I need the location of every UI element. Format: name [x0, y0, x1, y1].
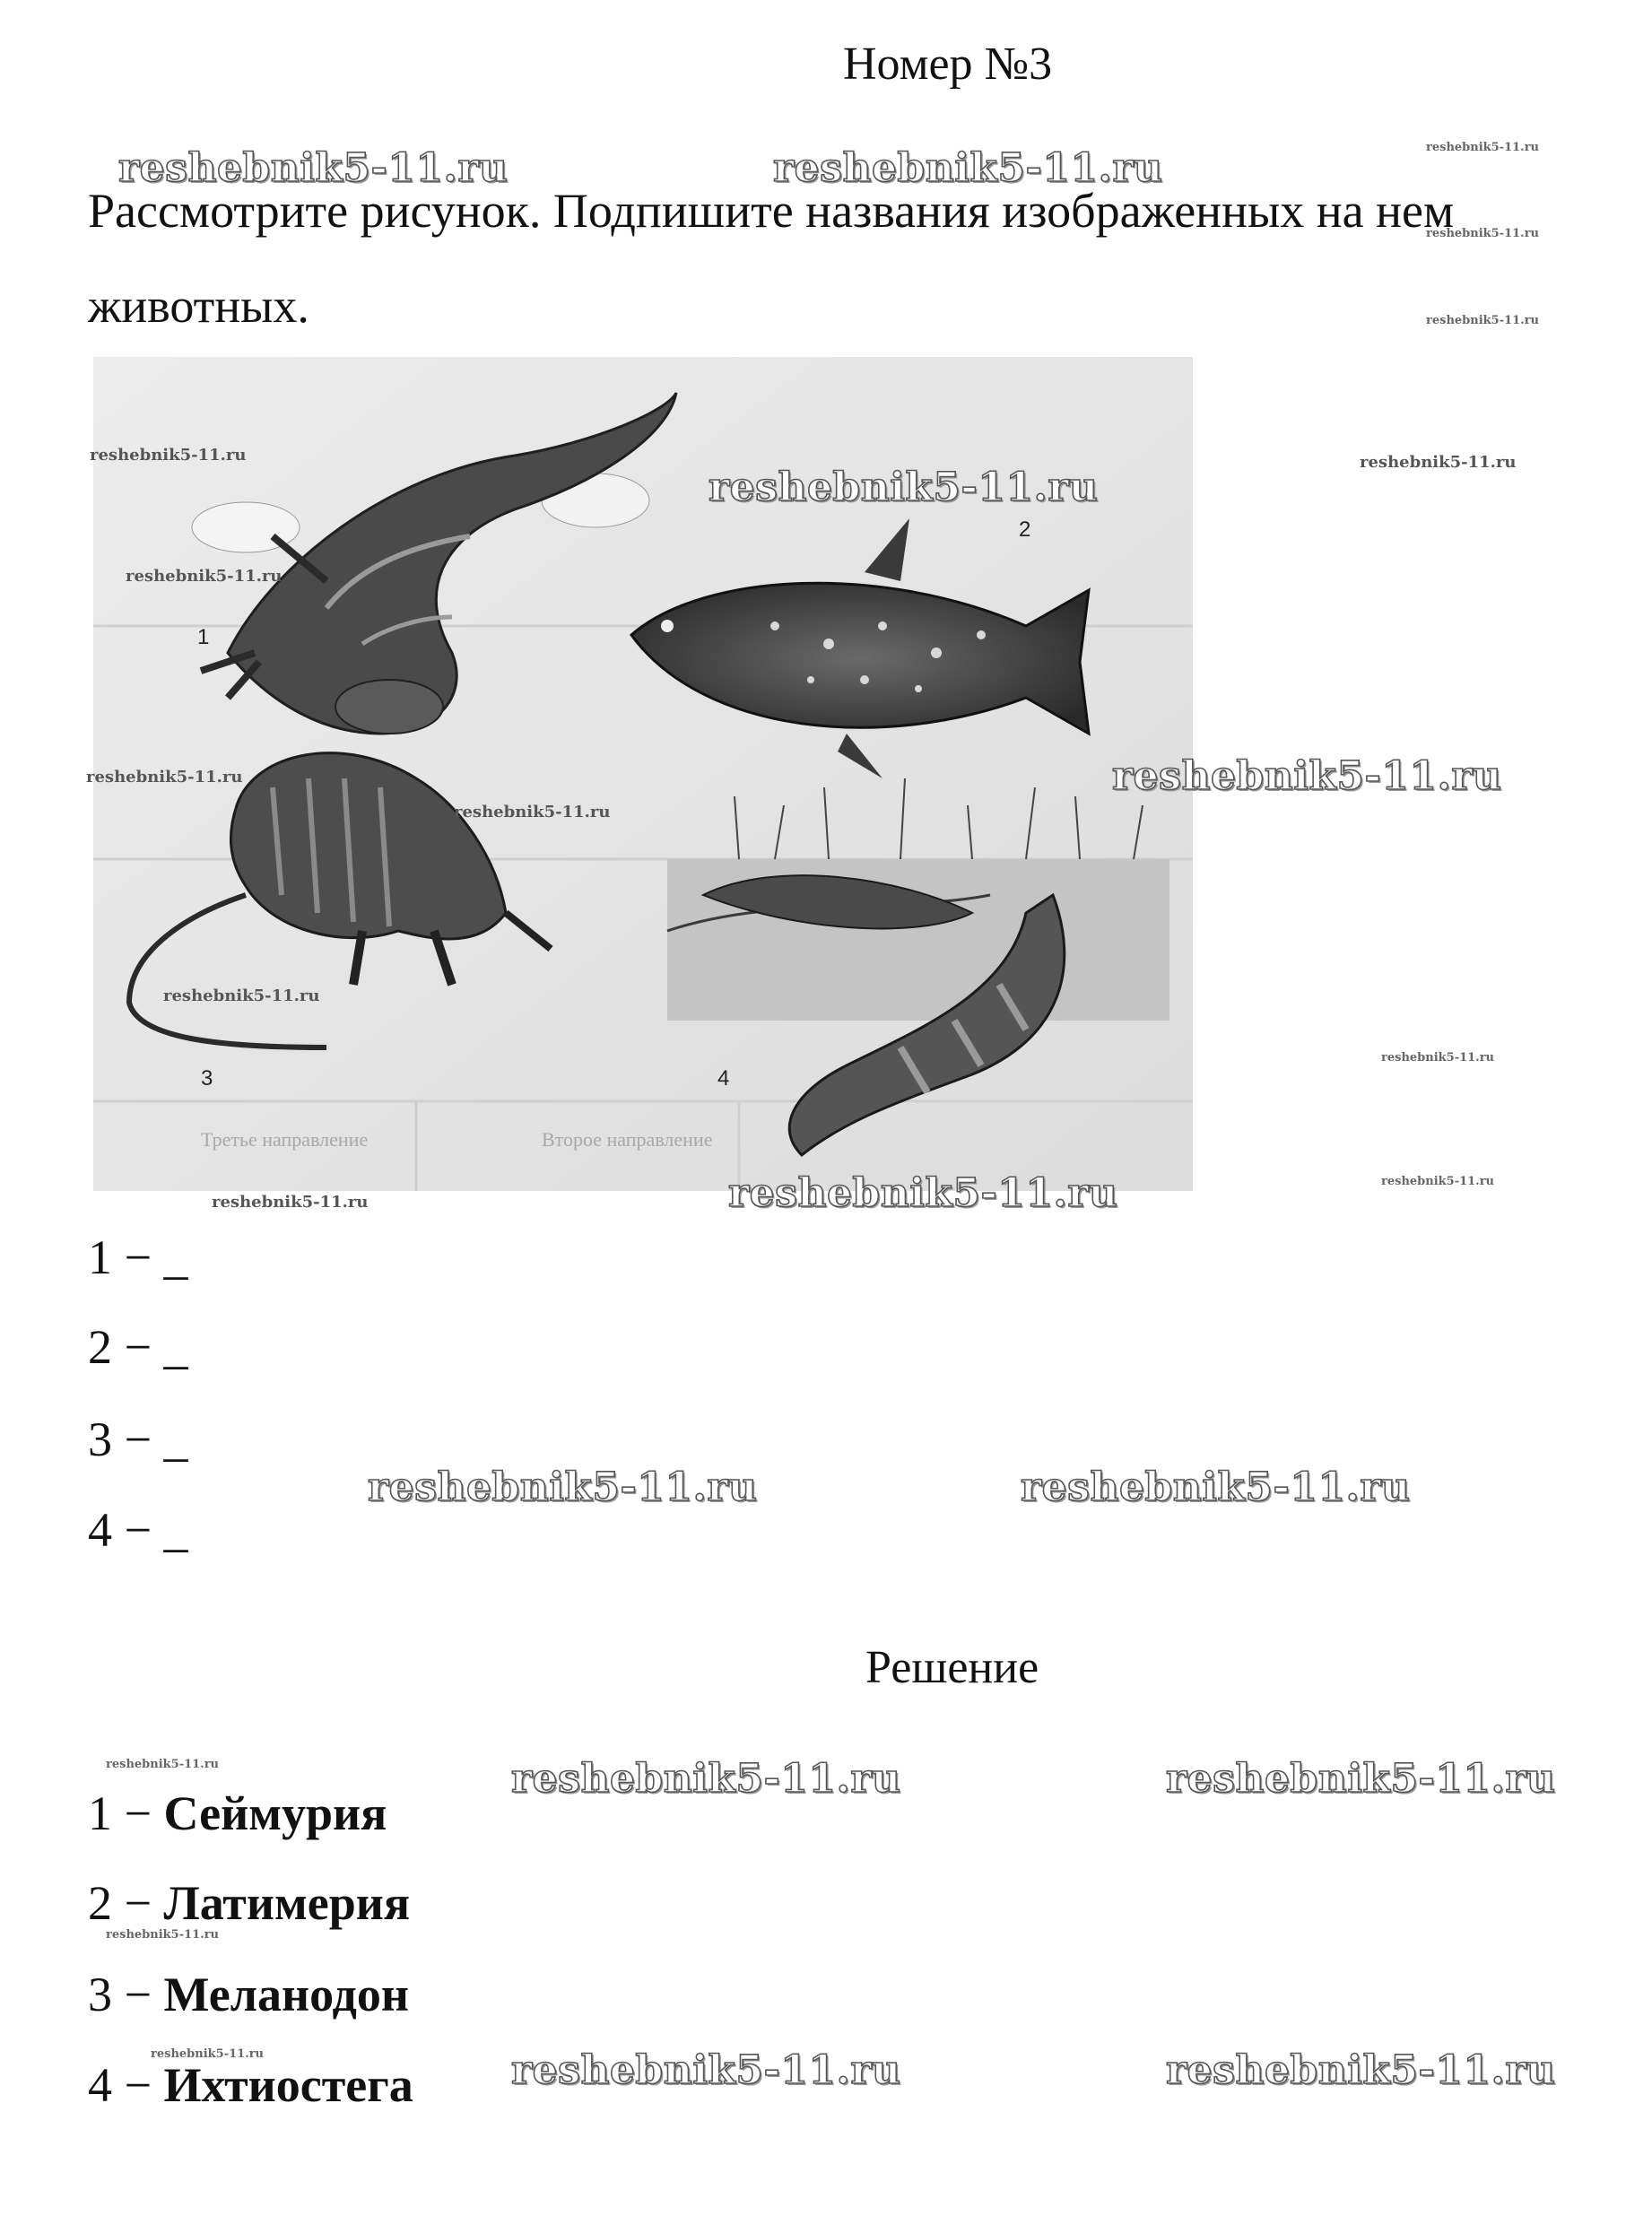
answer-name-3: Меланодон — [163, 1968, 409, 2021]
watermark: reshebnik5-11.ru — [773, 145, 1163, 191]
answer-num-3: 3 − — [88, 1968, 164, 2021]
blank-num-3: 3 − — [88, 1412, 164, 1466]
watermark: reshebnik5-11.ru — [118, 145, 509, 191]
answer-name-1: Сеймурия — [163, 1786, 387, 1840]
watermark: reshebnik5-11.ru — [1360, 453, 1517, 472]
page-title: Номер №3 — [843, 39, 1053, 90]
watermark: reshebnik5-11.ru — [1381, 1051, 1495, 1065]
watermark: reshebnik5-11.ru — [1166, 2047, 1556, 2093]
blank-num-2: 2 − — [88, 1320, 164, 1374]
watermark: reshebnik5-11.ru — [212, 1193, 369, 1212]
watermark: reshebnik5-11.ru — [1021, 1464, 1411, 1510]
blank-num-4: 4 − — [88, 1503, 164, 1557]
watermark: reshebnik5-11.ru — [454, 803, 611, 821]
blank-line-2 — [88, 1318, 187, 1376]
watermark: reshebnik5-11.ru — [1426, 314, 1540, 327]
answer-line-4 — [88, 2056, 413, 2114]
watermark: reshebnik5-11.ru — [151, 2047, 265, 2061]
answer-name-2: Латимерия — [163, 1876, 411, 1930]
blank-line-3 — [88, 1411, 187, 1468]
watermark: reshebnik5-11.ru — [106, 1928, 220, 1942]
watermark: reshebnik5-11.ru — [126, 567, 283, 586]
watermark: reshebnik5-11.ru — [728, 1170, 1118, 1216]
watermark: reshebnik5-11.ru — [86, 768, 243, 786]
answer-num-4: 4 − — [88, 2058, 164, 2112]
answer-num-2: 2 − — [88, 1876, 164, 1930]
solution-title: Решение — [865, 1642, 1039, 1693]
watermark: reshebnik5-11.ru — [1381, 1175, 1495, 1188]
blank-line-4 — [88, 1501, 187, 1559]
watermark: reshebnik5-11.ru — [709, 465, 1099, 510]
watermark: reshebnik5-11.ru — [1426, 227, 1540, 240]
watermark: reshebnik5-11.ru — [511, 2047, 901, 2093]
task-text-line-2: животных. — [88, 279, 309, 333]
watermark: reshebnik5-11.ru — [163, 986, 320, 1005]
figure-label-1: 1 — [197, 625, 210, 649]
watermark: reshebnik5-11.ru — [106, 1758, 220, 1771]
answer-line-1 — [88, 1785, 387, 1842]
answer-line-2 — [88, 1874, 410, 1932]
task-text-line-1: Рассмотрите рисунок. Подпишите названия изображенных на нем — [88, 184, 1455, 238]
figure-label-2: 2 — [1019, 517, 1031, 542]
blank-line-1 — [88, 1229, 187, 1286]
blank-value-2: _ — [163, 1320, 188, 1374]
watermark: reshebnik5-11.ru — [1112, 753, 1502, 799]
blank-value-4: _ — [163, 1503, 188, 1557]
figure-bg-text-2: Второе направление — [542, 1128, 713, 1151]
blank-value-3: _ — [163, 1412, 188, 1466]
blank-num-1: 1 − — [88, 1230, 164, 1284]
answer-name-4: Ихтиостега — [163, 2058, 413, 2112]
figure-label-3: 3 — [201, 1066, 213, 1091]
watermark: reshebnik5-11.ru — [1166, 1756, 1556, 1802]
answer-line-3 — [88, 1966, 409, 2023]
watermark: reshebnik5-11.ru — [511, 1756, 901, 1802]
watermark: reshebnik5-11.ru — [90, 446, 247, 465]
figure-bg-text-1: Третье направление — [201, 1128, 369, 1151]
figure-label-4: 4 — [717, 1066, 730, 1091]
answer-num-1: 1 − — [88, 1786, 164, 1840]
watermark: reshebnik5-11.ru — [368, 1464, 758, 1510]
watermark: reshebnik5-11.ru — [1426, 141, 1540, 154]
blank-value-1: _ — [163, 1230, 188, 1284]
